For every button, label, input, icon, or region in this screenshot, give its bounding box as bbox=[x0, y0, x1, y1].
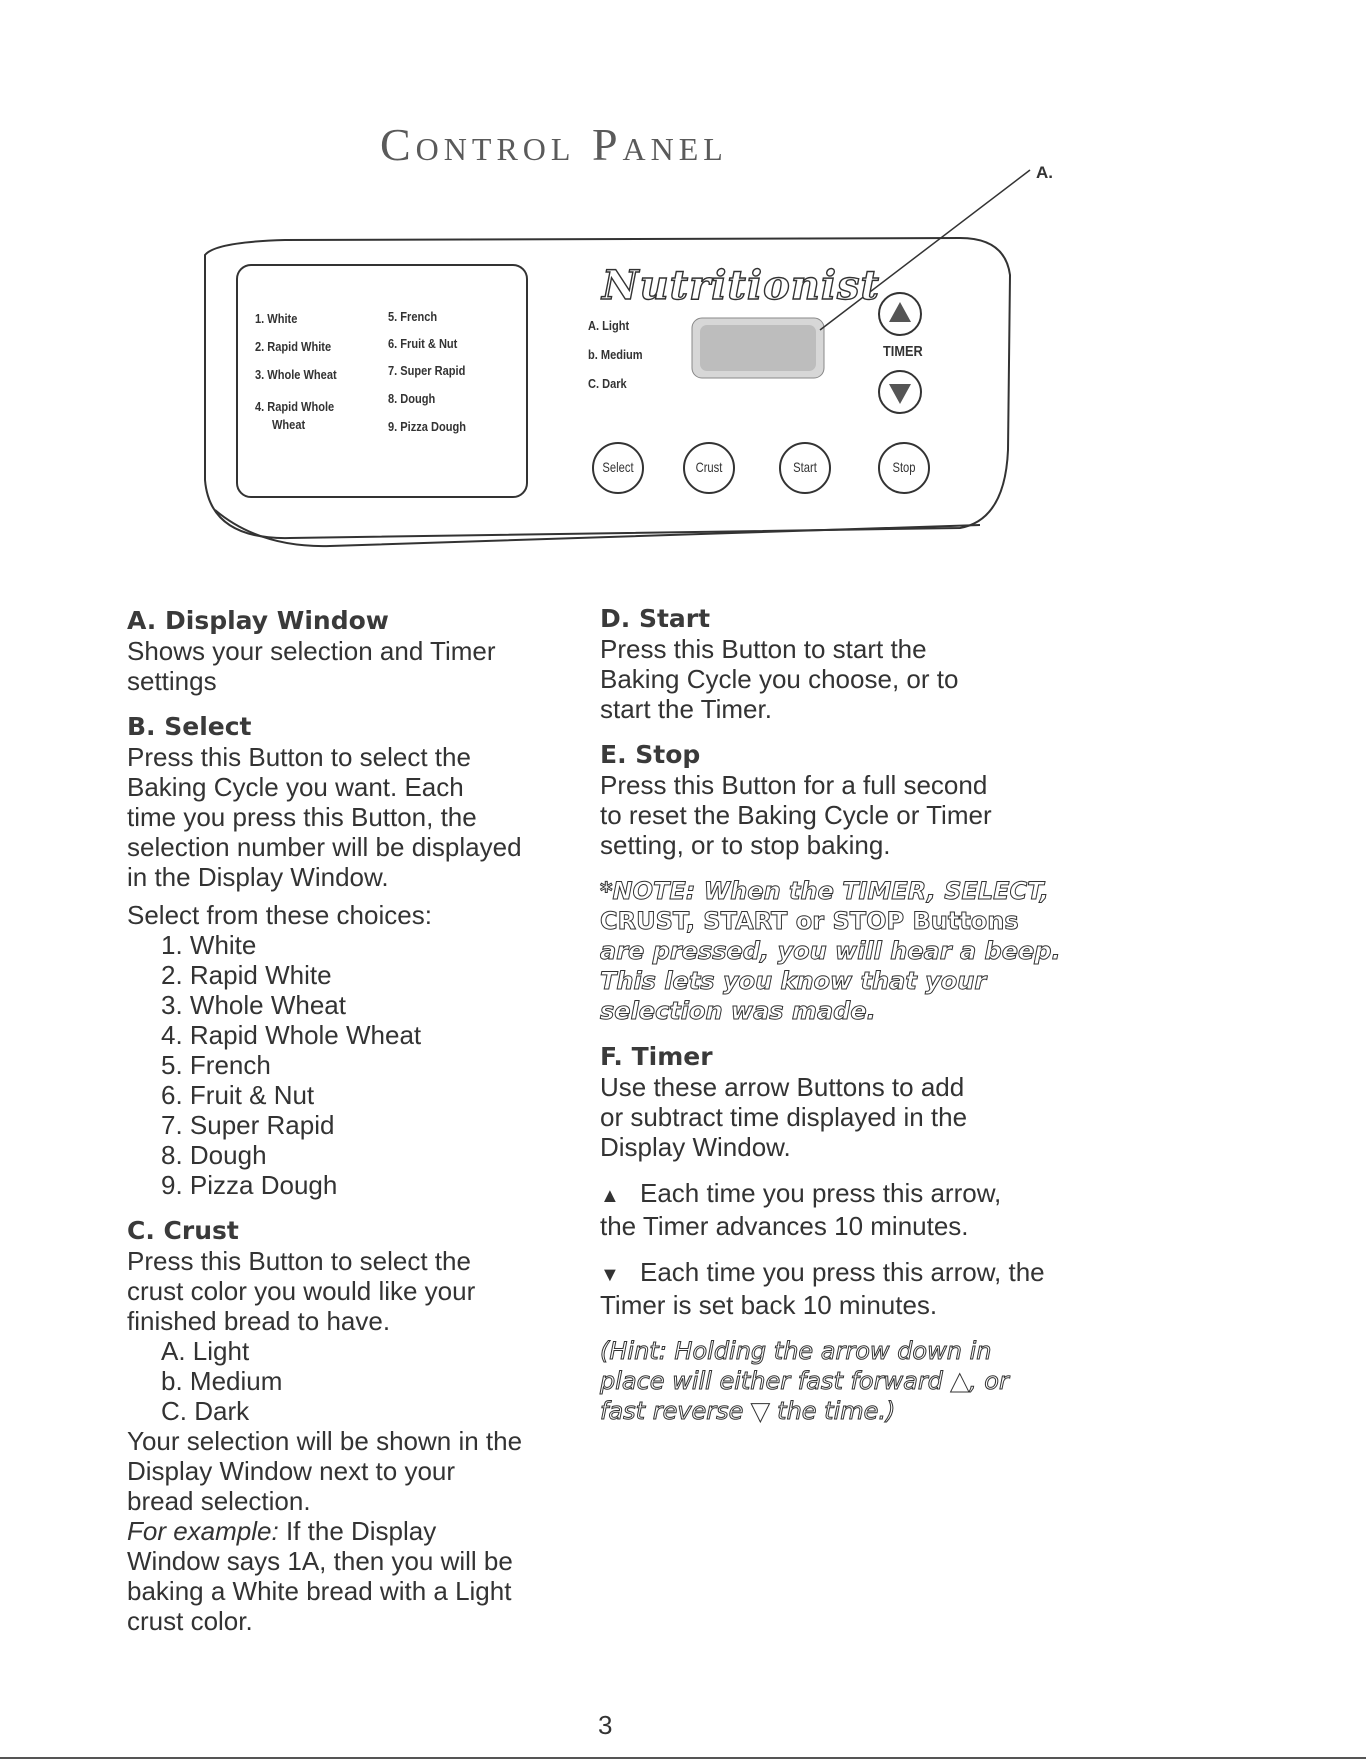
menu-item-5: 5. French bbox=[388, 309, 438, 324]
choice-6: 6. Fruit & Nut bbox=[161, 1080, 315, 1110]
down-arrow-text-1: Each time you press this arrow, the bbox=[640, 1257, 1045, 1287]
start-button[interactable]: Start bbox=[793, 459, 817, 475]
display-window-text-1: Shows your selection and Timer bbox=[127, 636, 496, 666]
crust-after-3: bread selection. bbox=[127, 1486, 311, 1516]
example-text-4: crust color. bbox=[127, 1606, 253, 1636]
up-arrow-text-1: Each time you press this arrow, bbox=[640, 1178, 1002, 1208]
bottom-rule bbox=[0, 1757, 1366, 1759]
example-text-1: If the Display bbox=[278, 1516, 437, 1546]
panel-lower-edge bbox=[215, 510, 980, 546]
left-column bbox=[127, 606, 597, 1636]
menu-item-1: 1. White bbox=[255, 311, 298, 326]
select-text-4: selection number will be displayed bbox=[127, 832, 522, 862]
menu-item-4: 4. Rapid Whole bbox=[255, 399, 335, 414]
choices-intro: Select from these choices: bbox=[127, 900, 432, 930]
menu-item-7: 7. Super Rapid bbox=[388, 363, 466, 378]
example-text-3: baking a White bread with a Light bbox=[127, 1576, 512, 1606]
display-window-text-2: settings bbox=[127, 666, 217, 696]
choice-2: 2. Rapid White bbox=[161, 960, 332, 990]
menu-item-9: 9. Pizza Dough bbox=[388, 419, 466, 434]
choice-4: 4. Rapid Whole Wheat bbox=[161, 1020, 422, 1050]
menu-item-4-cont: Wheat bbox=[272, 417, 306, 432]
choice-5: 5. French bbox=[161, 1050, 271, 1080]
timer-text-2: or subtract time displayed in the bbox=[600, 1102, 968, 1132]
choice-9: 9. Pizza Dough bbox=[161, 1170, 338, 1200]
stop-text-1: Press this Button for a full second bbox=[600, 770, 988, 800]
up-arrow-text-2: the Timer advances 10 minutes. bbox=[600, 1211, 969, 1241]
page-title: Control Panel bbox=[380, 119, 728, 170]
stop-text-3: setting, or to stop baking. bbox=[600, 830, 891, 860]
up-arrow-icon: ▲ bbox=[600, 1185, 620, 1207]
crust-text-2: crust color you would like your bbox=[127, 1276, 476, 1306]
display-window bbox=[692, 318, 824, 378]
crust-choice-2: b. Medium bbox=[161, 1366, 283, 1396]
page-number: 3 bbox=[598, 1710, 613, 1740]
brand-logo: Nutritionist bbox=[602, 262, 881, 309]
crust-after-2: Display Window next to your bbox=[127, 1456, 456, 1486]
down-arrow-line-1 bbox=[600, 1257, 1120, 1290]
crust-heading: C. Crust bbox=[127, 1216, 239, 1245]
crust-option-dark: C. Dark bbox=[588, 376, 627, 391]
hint-line-1: (Hint: Holding the arrow down in bbox=[600, 1337, 992, 1365]
menu-item-8: 8. Dough bbox=[388, 391, 436, 406]
crust-button[interactable]: Crust bbox=[695, 459, 723, 475]
choice-1: 1. White bbox=[161, 930, 257, 960]
crust-text-3: finished bread to have. bbox=[127, 1306, 391, 1336]
select-text-1: Press this Button to select the bbox=[127, 742, 471, 772]
timer-heading: F. Timer bbox=[600, 1042, 713, 1071]
timer-text-1: Use these arrow Buttons to add bbox=[600, 1072, 965, 1102]
crust-after-1: Your selection will be shown in the bbox=[127, 1426, 523, 1456]
timer-text-3: Display Window. bbox=[600, 1132, 791, 1162]
hint-line-3: fast reverse ▼ the time.) bbox=[600, 1397, 896, 1425]
menu-item-6: 6. Fruit & Nut bbox=[388, 336, 458, 351]
right-column bbox=[600, 604, 1120, 1426]
note-line-4: This lets you know that your bbox=[600, 967, 987, 995]
choice-7: 7. Super Rapid bbox=[161, 1110, 335, 1140]
down-arrow-icon: ▼ bbox=[600, 1264, 620, 1286]
note-line-3: are pressed, you will hear a beep. bbox=[600, 937, 1061, 965]
stop-heading: E. Stop bbox=[600, 740, 701, 769]
example-text-2: Window says 1A, then you will be bbox=[127, 1546, 513, 1576]
stop-text-2: to reset the Baking Cycle or Timer bbox=[600, 800, 992, 830]
start-text-1: Press this Button to start the bbox=[600, 634, 927, 664]
timer-up-button bbox=[879, 293, 921, 335]
stop-button[interactable]: Stop bbox=[892, 459, 916, 475]
choice-8: 8. Dough bbox=[161, 1140, 267, 1170]
select-text-3: time you press this Button, the bbox=[127, 802, 477, 832]
crust-text-1: Press this Button to select the bbox=[127, 1246, 471, 1276]
menu-item-3: 3. Whole Wheat bbox=[255, 367, 337, 382]
select-text-5: in the Display Window. bbox=[127, 862, 389, 892]
up-arrow-line-1 bbox=[600, 1178, 1120, 1211]
crust-choice-3: C. Dark bbox=[161, 1396, 250, 1426]
start-text-2: Baking Cycle you choose, or to bbox=[600, 664, 959, 694]
down-arrow-text-2: Timer is set back 10 minutes. bbox=[600, 1290, 938, 1320]
note-line-1: *NOTE: When the TIMER, SELECT, bbox=[600, 877, 1049, 905]
example-line-1 bbox=[127, 1516, 597, 1546]
callout-label-a: A. bbox=[1036, 163, 1053, 182]
timer-down-button bbox=[879, 371, 921, 413]
start-text-3: start the Timer. bbox=[600, 694, 772, 724]
hint-line-2: place will either fast forward ▲, or bbox=[600, 1367, 1009, 1395]
select-button[interactable]: Select bbox=[602, 459, 634, 475]
select-text-2: Baking Cycle you want. Each bbox=[127, 772, 464, 802]
crust-choice-1: A. Light bbox=[161, 1336, 250, 1366]
crust-option-light: A. Light bbox=[588, 318, 630, 333]
display-window-heading: A. Display Window bbox=[127, 606, 389, 635]
start-heading: D. Start bbox=[600, 604, 711, 633]
example-label: For example: bbox=[127, 1516, 279, 1546]
timer-label: TIMER bbox=[883, 343, 923, 360]
choice-3: 3. Whole Wheat bbox=[161, 990, 346, 1020]
note-line-2: CRUST, START or STOP Buttons bbox=[600, 907, 1019, 935]
crust-option-medium: b. Medium bbox=[588, 347, 643, 362]
note-line-5: selection was made. bbox=[600, 997, 876, 1025]
select-heading: B. Select bbox=[127, 712, 252, 741]
menu-item-2: 2. Rapid White bbox=[255, 339, 332, 354]
